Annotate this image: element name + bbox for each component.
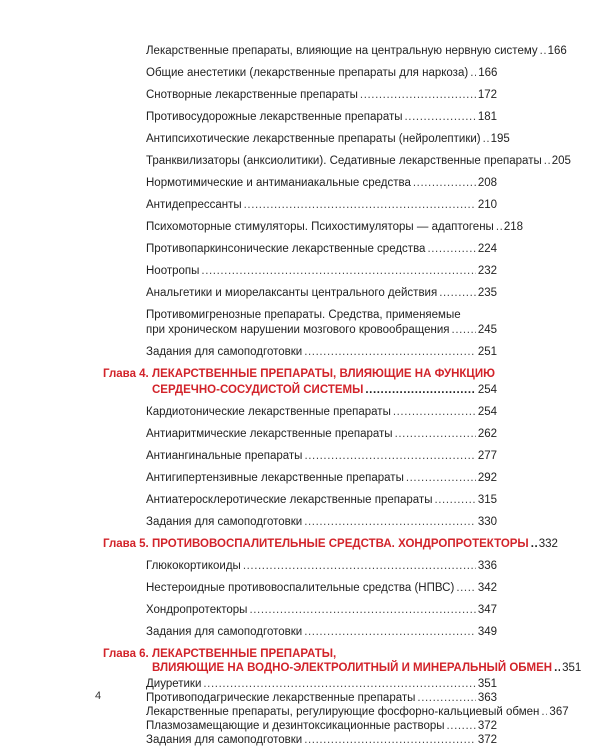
toc-entry-page: 332 bbox=[538, 538, 558, 550]
toc-entry-page: 315 bbox=[477, 494, 497, 506]
toc-entry[interactable] bbox=[146, 45, 567, 58]
chapter-label: Глава 5. bbox=[103, 538, 149, 550]
toc-entry-label: Антиатеросклеротические лекарственные препараты bbox=[146, 494, 433, 506]
toc-entry-page: 166 bbox=[478, 67, 498, 79]
leader-dots bbox=[304, 626, 476, 639]
toc-entry-page: 336 bbox=[477, 560, 497, 572]
toc-entry-label: Хондропротекторы bbox=[146, 604, 248, 616]
leader-dots bbox=[201, 265, 475, 278]
toc-entry-label: Ноотропы bbox=[146, 265, 200, 277]
leader-dots bbox=[304, 734, 476, 747]
leader-dots bbox=[434, 494, 475, 507]
chapter-title: ПРОТИВОВОСПАЛИТЕЛЬНЫЕ СРЕДСТВА. ХОНДРОПРОТЕКТОРЫ bbox=[152, 538, 529, 550]
leader-dots bbox=[417, 692, 475, 705]
toc-entry[interactable] bbox=[146, 133, 510, 146]
toc-entry-page: 342 bbox=[477, 582, 497, 594]
chapter-entry[interactable] bbox=[152, 538, 558, 551]
toc-entry[interactable] bbox=[146, 346, 497, 359]
leader-dots bbox=[541, 706, 547, 719]
toc-entry[interactable] bbox=[146, 199, 497, 212]
leader-dots bbox=[365, 384, 475, 397]
toc-entry[interactable] bbox=[146, 706, 569, 719]
toc-entry-page: 254 bbox=[477, 384, 497, 396]
leader-dots bbox=[244, 199, 476, 212]
toc-entry[interactable] bbox=[146, 604, 497, 617]
toc-entry[interactable] bbox=[146, 516, 497, 529]
toc-entry-label: Антигипертензивные лекарственные препараты bbox=[146, 472, 404, 484]
leader-dots bbox=[393, 406, 476, 419]
toc-entry[interactable] bbox=[146, 494, 497, 507]
toc-entry-label: Противоподагрические лекарственные препараты bbox=[146, 692, 416, 704]
toc-entry[interactable] bbox=[146, 582, 497, 595]
toc-entry-page: 251 bbox=[477, 346, 497, 358]
toc-entry-page: 232 bbox=[477, 265, 497, 277]
leader-dots bbox=[427, 243, 475, 256]
toc-entry-page: 208 bbox=[477, 177, 497, 189]
toc-entry-page: 181 bbox=[477, 111, 497, 123]
toc-entry-page: 347 bbox=[477, 604, 497, 616]
leader-dots bbox=[531, 538, 537, 551]
leader-dots bbox=[405, 111, 476, 124]
toc-entry-page: 245 bbox=[477, 324, 497, 336]
chapter-title-line1: ЛЕКАРСТВЕННЫЕ ПРЕПАРАТЫ, bbox=[152, 648, 337, 660]
toc-entry-label: Антиангинальные препараты bbox=[146, 450, 303, 462]
toc-entry-page: 224 bbox=[477, 243, 497, 255]
toc-entry[interactable] bbox=[146, 450, 497, 463]
toc-entry[interactable] bbox=[146, 678, 497, 691]
toc-entry-page: 210 bbox=[477, 199, 497, 211]
toc-entry-label: Лекарственные препараты, влияющие на центральную нервную систему bbox=[146, 45, 538, 57]
toc-entry-page: 262 bbox=[477, 428, 497, 440]
toc-entry-page: 363 bbox=[477, 692, 497, 704]
toc-entry-label: Противосудорожные лекарственные препараты bbox=[146, 111, 403, 123]
toc-entry-label: Задания для самоподготовки bbox=[146, 346, 303, 358]
toc-entry-page: 205 bbox=[551, 155, 571, 167]
chapter-entry[interactable] bbox=[152, 662, 582, 675]
leader-dots bbox=[456, 582, 476, 595]
toc-entry-page: 277 bbox=[477, 450, 497, 462]
chapter-title-line2: СЕРДЕЧНО-СОСУДИСТОЙ СИСТЕМЫ bbox=[152, 384, 364, 396]
toc-entry-label: Психомоторные стимуляторы. Психостимуляторы — адаптогены bbox=[146, 221, 494, 233]
toc-entry[interactable] bbox=[146, 265, 497, 278]
toc-entry[interactable] bbox=[146, 243, 497, 256]
toc-entry[interactable] bbox=[146, 720, 497, 733]
toc-entry-label: Задания для самоподготовки bbox=[146, 734, 303, 746]
toc-entry[interactable] bbox=[146, 560, 497, 573]
leader-dots bbox=[540, 45, 546, 58]
toc-entry-page: 195 bbox=[490, 133, 510, 145]
toc-entry-label: Противопаркинсонические лекарственные средства bbox=[146, 243, 426, 255]
toc-entry-page: 292 bbox=[477, 472, 497, 484]
toc-entry[interactable] bbox=[146, 324, 497, 337]
leader-dots bbox=[496, 221, 502, 234]
toc-entry-label: Лекарственные препараты, регулирующие фосфорно-кальциевый обмен bbox=[146, 706, 540, 718]
toc-entry-page: 330 bbox=[477, 516, 497, 528]
toc-entry[interactable] bbox=[146, 406, 497, 419]
toc-entry-label: Нестероидные противовоспалительные средства (НПВС) bbox=[146, 582, 455, 594]
toc-entry[interactable] bbox=[146, 428, 497, 441]
toc-entry-label: Задания для самоподготовки bbox=[146, 626, 303, 638]
toc-entry[interactable] bbox=[146, 734, 497, 747]
toc-entry-label: Общие анестетики (лекарственные препараты для наркоза) bbox=[146, 67, 469, 79]
leader-dots bbox=[360, 89, 476, 102]
toc-entry-label: Глюкокортикоиды bbox=[146, 560, 241, 572]
leader-dots bbox=[470, 67, 476, 80]
toc-entry-page: 172 bbox=[477, 89, 497, 101]
toc-entry-page: 367 bbox=[549, 706, 569, 718]
chapter-entry[interactable] bbox=[152, 384, 497, 397]
chapter-title-line1: ЛЕКАРСТВЕННЫЕ ПРЕПАРАТЫ, ВЛИЯЮЩИЕ НА ФУНКЦИЮ bbox=[152, 368, 495, 380]
toc-entry[interactable] bbox=[146, 89, 497, 102]
toc-entry-label: Нормотимические и антиманиакальные средства bbox=[146, 177, 411, 189]
toc-entry-page: 351 bbox=[477, 678, 497, 690]
leader-dots bbox=[249, 604, 475, 617]
page-number: 4 bbox=[95, 690, 102, 702]
leader-dots bbox=[304, 516, 476, 529]
toc-entry-label: при хроническом нарушении мозгового кровообращения bbox=[146, 324, 450, 336]
leader-dots bbox=[406, 472, 476, 485]
chapter-title-line2: ВЛИЯЮЩИЕ НА ВОДНО-ЭЛЕКТРОЛИТНЫЙ И МИНЕРАЛЬНЫЙ ОБМЕН bbox=[152, 662, 553, 674]
toc-entry-page: 218 bbox=[503, 221, 523, 233]
toc-entry-label: Кардиотонические лекарственные препараты bbox=[146, 406, 391, 418]
toc-entry-label: Антиаритмические лекарственные препараты bbox=[146, 428, 393, 440]
toc-entry-page: 235 bbox=[477, 287, 497, 299]
toc-entry[interactable] bbox=[146, 472, 497, 485]
toc-entry[interactable] bbox=[146, 287, 497, 300]
leader-dots bbox=[304, 450, 475, 463]
toc-entry-label: Задания для самоподготовки bbox=[146, 516, 303, 528]
leader-dots bbox=[304, 346, 476, 359]
toc-entry-label: Анальгетики и миорелаксанты центрального действия bbox=[146, 287, 438, 299]
toc-entry-page: 372 bbox=[477, 734, 497, 746]
leader-dots bbox=[203, 678, 475, 691]
toc-entry-label: Плазмозамещающие и дезинтоксикационные растворы bbox=[146, 720, 445, 732]
leader-dots bbox=[395, 428, 476, 441]
toc-entry-page: 349 bbox=[477, 626, 497, 638]
toc-entry-label: Антидепрессанты bbox=[146, 199, 242, 211]
toc-entry-line1: Противомигренозные препараты. Средства, применяемые bbox=[146, 309, 461, 321]
toc-entry-label: Диуретики bbox=[146, 678, 202, 690]
leader-dots bbox=[413, 177, 476, 190]
toc-entry-label: Антипсихотические лекарственные препараты (нейролептики) bbox=[146, 133, 481, 145]
leader-dots bbox=[554, 662, 560, 675]
toc-entry[interactable] bbox=[146, 155, 571, 168]
leader-dots bbox=[439, 287, 476, 300]
toc-entry[interactable] bbox=[146, 221, 523, 234]
leader-dots bbox=[544, 155, 550, 168]
toc-entry-page: 372 bbox=[477, 720, 497, 732]
chapter-label: Глава 6. bbox=[103, 648, 149, 660]
toc-entry-page: 166 bbox=[547, 45, 567, 57]
toc-entry[interactable] bbox=[146, 626, 497, 639]
toc-entry[interactable] bbox=[146, 67, 497, 80]
toc-entry-page: 254 bbox=[477, 406, 497, 418]
leader-dots bbox=[447, 720, 476, 733]
toc-entry-label: Транквилизаторы (анксиолитики). Седативные лекарственные препараты bbox=[146, 155, 542, 167]
leader-dots bbox=[452, 324, 476, 337]
leader-dots bbox=[243, 560, 476, 573]
toc-entry-page: 351 bbox=[562, 662, 582, 674]
toc-entry-label: Снотворные лекарственные препараты bbox=[146, 89, 358, 101]
chapter-label: Глава 4. bbox=[103, 368, 149, 380]
toc-entry[interactable] bbox=[146, 111, 497, 124]
leader-dots bbox=[483, 133, 489, 146]
toc-entry[interactable] bbox=[146, 692, 497, 705]
toc-entry[interactable] bbox=[146, 177, 497, 190]
